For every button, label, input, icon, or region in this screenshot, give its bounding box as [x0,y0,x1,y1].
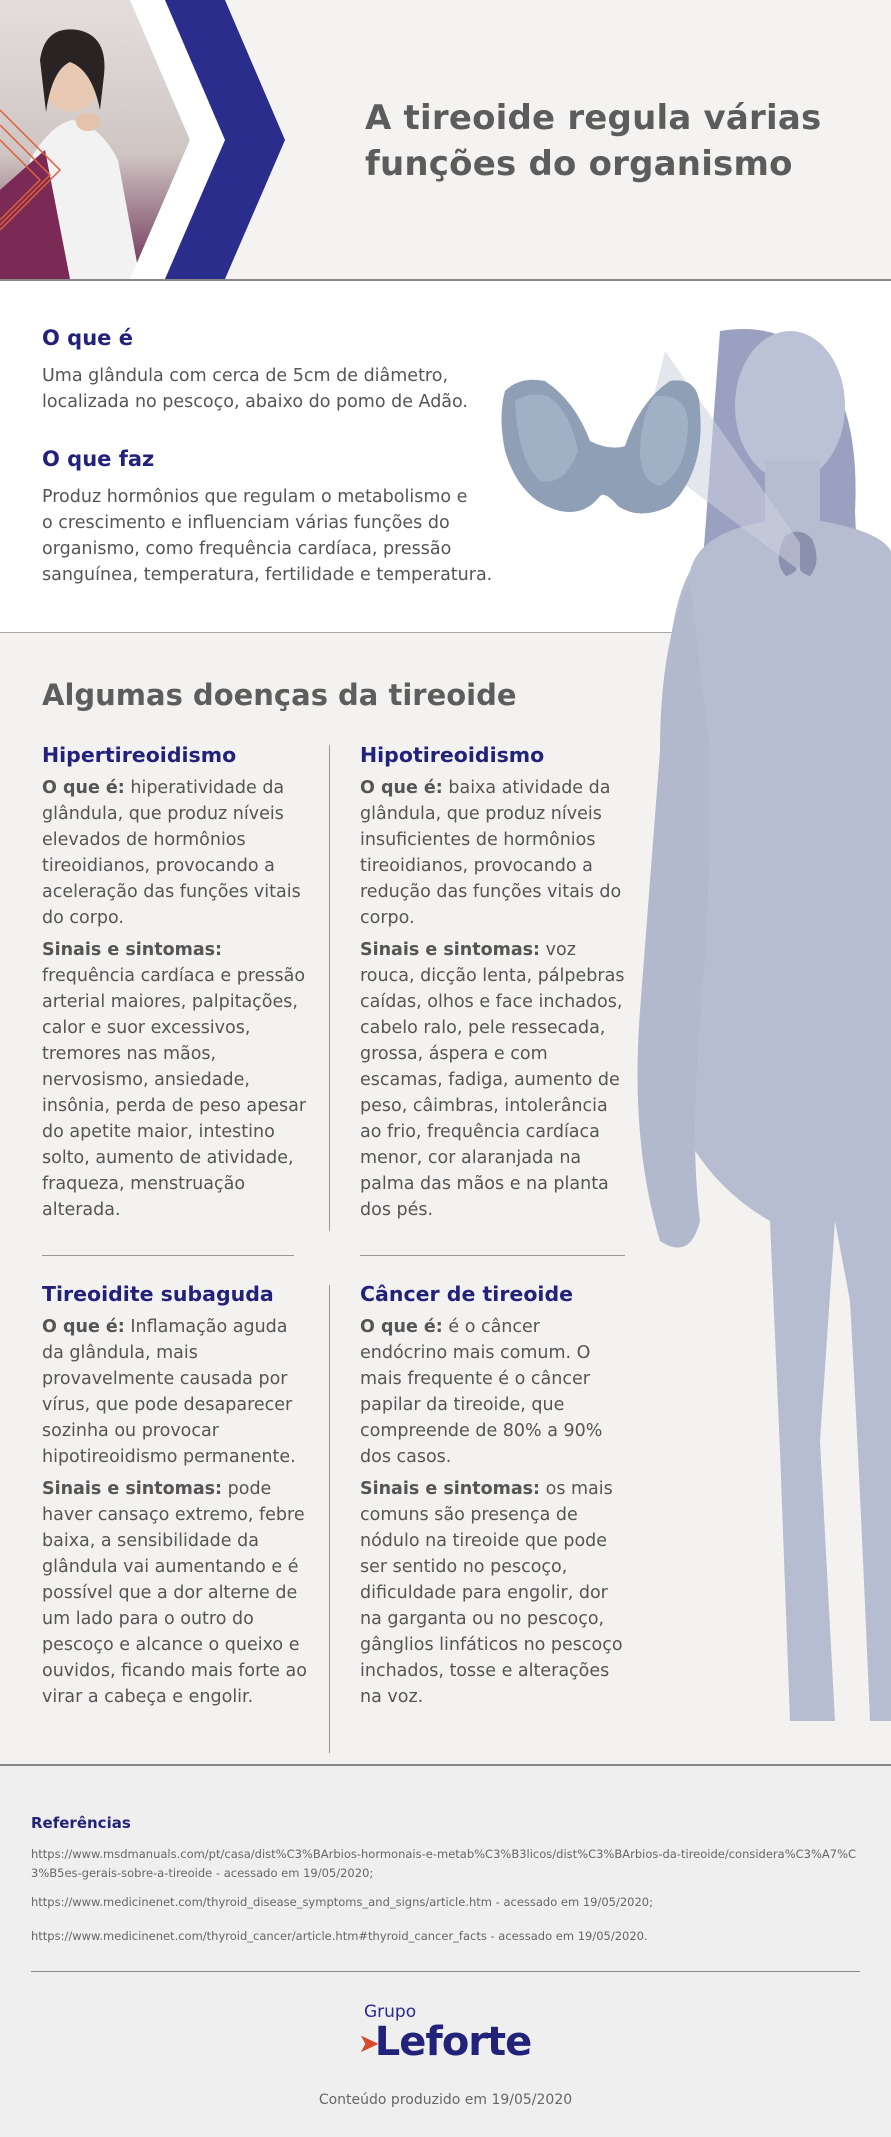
what-does-heading: O que faz [42,447,154,471]
disease-title: Câncer de tireoide [360,1280,632,1308]
what-does-line: sanguínea, temperatura, fertilidade e temperatura. [42,562,492,588]
row-divider [42,1255,294,1256]
disease-thyroid-cancer [360,1280,632,1716]
symptoms-label: Sinais e sintomas: [42,1479,222,1499]
logo-text: Leforte [375,2019,531,2065]
disease-symptoms [360,1476,632,1710]
reference-item[interactable]: https://www.medicinenet.com/thyroid_cancer/article.htm#thyroid_cancer_facts - acessado em 19/05/2020. [31,1927,861,1946]
symptoms-label: Sinais e sintomas: [360,940,540,960]
disease-symptoms [42,1476,314,1710]
symptoms-text: pode haver cansaço extremo, febre baixa, a sensibilidade da glândula vai aumentando e é possível que a dor alterne de um lado para o outro do pescoço e alcance o queixo e ouvidos, ficando mais forte ao virar a cabeça e engolir. [42,1479,307,1707]
what-is-text [42,363,468,415]
symptoms-label: Sinais e sintomas: [42,940,222,960]
disease-symptoms [360,937,632,1223]
reference-item[interactable]: https://www.msdmanuals.com/pt/casa/dist%C3%BArbios-hormonais-e-metab%C3%B3licos/dist%C3%BArbios-da-tireoide/considera%C3%A7%C3%B5es-gerais-sobre-a-tireoide - acessado em 19/05/2020; [31,1845,861,1883]
disease-title: Hipotireoidismo [360,741,632,769]
what-is-line: Uma glândula com cerca de 5cm de diâmetro, [42,363,468,389]
disease-subacute-thyroiditis [42,1280,314,1716]
references-section [0,1764,891,2137]
hero-graphic [0,0,300,279]
symptoms-text: voz rouca, dicção lenta, pálpebras caídas, olhos e face inchados, cabelo ralo, pele ressecada, grossa, áspera e com escamas, fadiga, aumento de peso, câimbras, intolerância ao frio, frequência cardíaca menor, cor alaranjada na palma das mãos e na planta dos pés. [360,940,624,1220]
diseases-title: Algumas doenças da tireoide [42,678,517,712]
disease-hypothyroidism [360,741,632,1229]
title-line-1: A tireoide regula várias [365,95,865,141]
symptoms-text: os mais comuns são presença de nódulo na tireoide que pode ser sentido no pescoço, dificuldade para engolir, dor na garganta ou no pescoço, gânglios linfáticos no pescoço inchados, tosse e alterações na voz. [360,1479,623,1707]
logo-grupo: Grupo [364,2002,416,2022]
what-text: hiperatividade da glândula, que produz níveis elevados de hormônios tireoidianos, provocando a aceleração das funções vitais do corpo. [42,778,301,928]
title-line-2: funções do organismo [365,141,865,187]
row-divider [360,1255,625,1256]
disease-what [360,775,632,931]
what-label: O que é: [42,778,125,798]
what-does-line: Produz hormônios que regulam o metabolismo e [42,484,492,510]
what-is-heading: O que é [42,326,133,350]
disease-what [360,1314,632,1470]
disease-hyperthyroidism [42,741,314,1229]
column-divider [329,1285,330,1753]
what-label: O que é: [360,1317,443,1337]
arrow-right-icon: ➤ [358,2029,379,2059]
produced-date: Conteúdo produzido em 19/05/2020 [0,2092,891,2108]
disease-symptoms [42,937,314,1223]
hero-banner [0,0,891,281]
what-text: Inflamação aguda da glândula, mais provavelmente causada por vírus, que pode desaparecer sozinha ou provocar hipotireoidismo permanente. [42,1317,296,1467]
reference-item[interactable]: https://www.medicinenet.com/thyroid_disease_symptoms_and_signs/article.htm - acessado em 19/05/2020; [31,1893,861,1912]
footer-divider [31,1971,860,1972]
what-text: é o câncer endócrino mais comum. O mais frequente é o câncer papilar da tireoide, que compreende de 80% a 90% dos casos. [360,1317,602,1467]
disease-what [42,775,314,931]
what-does-line: o crescimento e influenciam várias funções do [42,510,492,536]
disease-title: Hipertireoidismo [42,741,314,769]
diseases-section [0,633,891,1763]
what-is-line: localizada no pescoço, abaixo do pomo de Adão. [42,389,468,415]
what-label: O que é: [42,1317,125,1337]
what-text: baixa atividade da glândula, que produz níveis insuficientes de hormônios tireoidianos, provocando a redução das funções vitais do corpo. [360,778,621,928]
disease-title: Tireoidite subaguda [42,1280,314,1308]
leforte-logo [358,2019,531,2065]
symptoms-label: Sinais e sintomas: [360,1479,540,1499]
symptoms-text: frequência cardíaca e pressão arterial maiores, palpitações, calor e suor excessivos, tremores nas mãos, nervosismo, ansiedade, insônia, perda de peso apesar do apetite maior, intestino solto, aumento de atividade, fraqueza, menstruação alterada. [42,966,306,1220]
disease-what [42,1314,314,1470]
page-title [365,95,865,187]
references-title: Referências [31,1814,131,1832]
what-label: O que é: [360,778,443,798]
what-does-text [42,484,492,588]
intro-section [0,281,891,633]
what-does-line: organismo, como frequência cardíaca, pressão [42,536,492,562]
column-divider [329,745,330,1231]
